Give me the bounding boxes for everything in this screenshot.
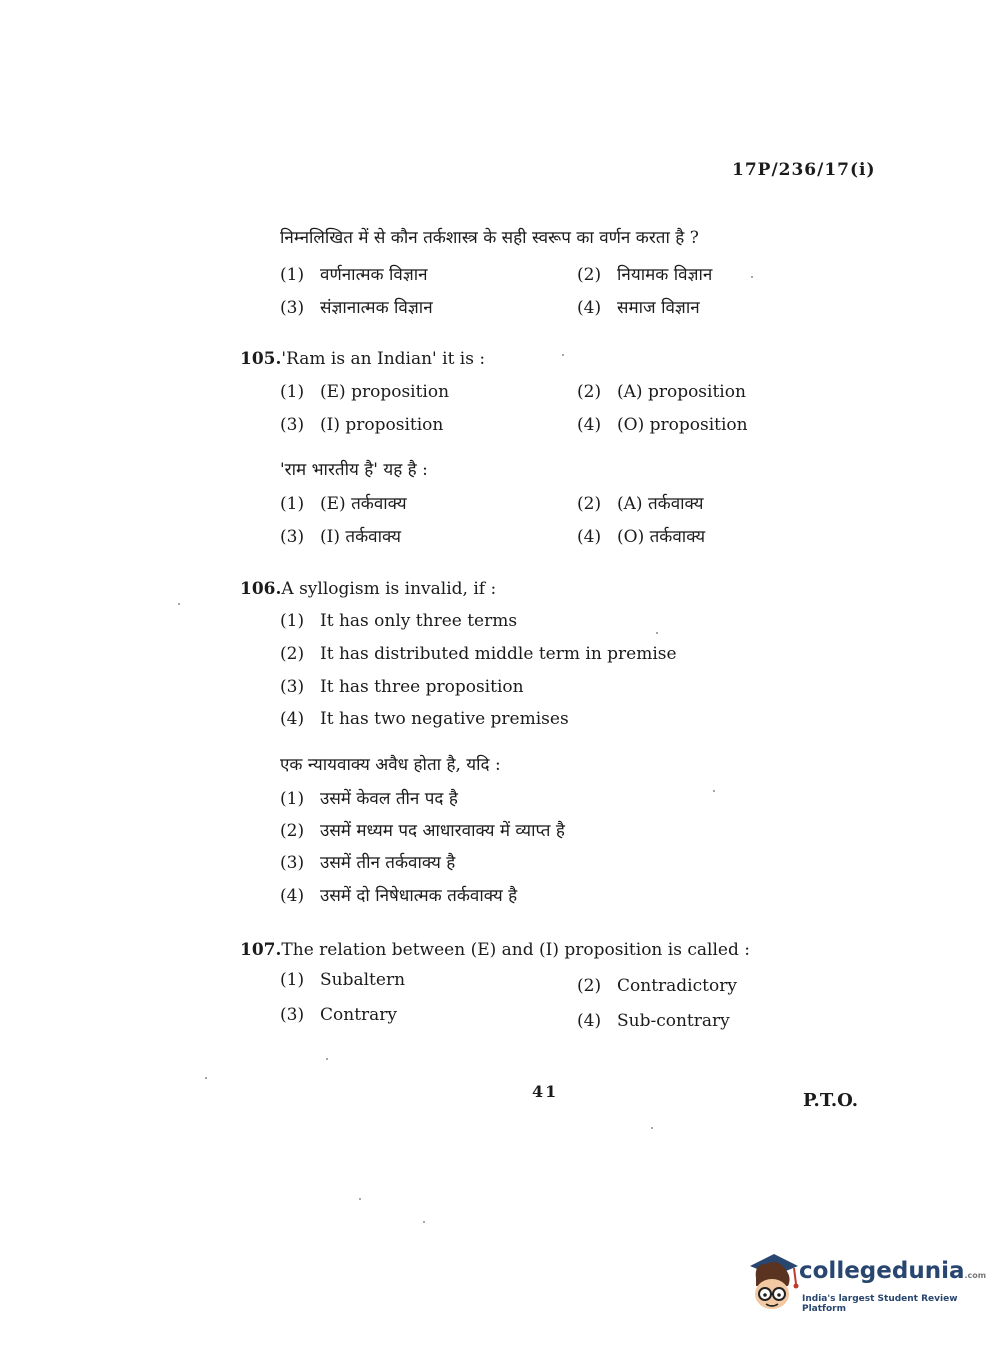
option-number: (3): [280, 415, 305, 435]
scan-speck: [562, 354, 564, 356]
option-number: (3): [280, 298, 305, 318]
option-text: (I) तर्कवाक्य: [320, 527, 401, 547]
option-text: Contradictory: [617, 976, 737, 996]
option-number: (1): [280, 265, 305, 285]
option-number: (3): [280, 527, 305, 547]
option-number: (3): [280, 853, 305, 873]
scan-speck: [423, 1221, 425, 1223]
collegedunia-watermark: [744, 1250, 987, 1320]
option-number: (1): [280, 611, 305, 631]
q105-option-3: [280, 415, 443, 435]
q106-option-3: [280, 677, 524, 697]
option-number: (2): [280, 821, 305, 841]
q104-hindi-option-3: [280, 295, 433, 318]
pto-label: P.T.O.: [803, 1090, 859, 1111]
option-number: (4): [577, 415, 602, 435]
option-number: (3): [280, 1005, 305, 1025]
q106-stem: [240, 579, 496, 599]
scan-speck: [326, 1058, 328, 1060]
option-text: (A) proposition: [617, 382, 746, 402]
q106-hindi-stem: एक न्यायवाक्य अवैध होता है, यदि :: [280, 755, 501, 775]
option-number: (4): [280, 886, 305, 906]
q104-hindi-option-4: [577, 295, 700, 318]
scan-speck: [359, 1198, 361, 1200]
q106-hindi-option-4: [280, 883, 517, 906]
q105-hindi-option-4: [577, 524, 705, 547]
q105-hindi-stem: 'राम भारतीय है' यह है :: [280, 460, 428, 480]
q105-option-4: [577, 415, 748, 435]
option-text: Contrary: [320, 1005, 398, 1025]
q107-option-2: [577, 976, 737, 996]
option-text: समाज विज्ञान: [617, 298, 700, 318]
option-text: It has only three terms: [320, 611, 518, 631]
scan-speck: [178, 603, 180, 605]
question-number: 107.: [240, 940, 282, 960]
option-text: It has two negative premises: [320, 709, 569, 729]
q105-hindi-option-3: [280, 524, 401, 547]
option-number: (2): [577, 976, 602, 996]
option-text: उसमें दो निषेधात्मक तर्कवाक्य है: [320, 886, 518, 906]
option-text: उसमें तीन तर्कवाक्य है: [320, 853, 456, 873]
q106-hindi-option-3: [280, 850, 455, 873]
option-text: (I) proposition: [320, 415, 444, 435]
q106-option-1: [280, 611, 517, 631]
option-text: Sub-contrary: [617, 1011, 730, 1031]
brand-tagline: India's largest Student Review Platform: [802, 1294, 958, 1314]
option-text: संज्ञानात्मक विज्ञान: [320, 298, 433, 318]
option-number: (1): [280, 789, 305, 809]
option-text: (E) तर्कवाक्य: [320, 494, 407, 514]
question-text: A syllogism is invalid, if :: [281, 579, 497, 599]
q107-option-4: [577, 1011, 730, 1031]
q107-stem: [240, 940, 750, 960]
q105-option-2: [577, 382, 746, 402]
option-number: (3): [280, 677, 305, 697]
q107-option-3: [280, 1005, 397, 1025]
mascot-logo-icon: [744, 1250, 802, 1316]
brand-dotcom: .com: [964, 1271, 987, 1280]
option-number: (2): [280, 644, 305, 664]
option-text: (O) तर्कवाक्य: [617, 527, 706, 547]
scan-speck: [651, 1127, 653, 1129]
option-number: (4): [280, 709, 305, 729]
option-number: (4): [577, 527, 602, 547]
option-text: उसमें केवल तीन पद है: [320, 789, 458, 809]
option-number: (1): [280, 970, 305, 990]
question-number: 105.: [240, 349, 282, 369]
scan-speck: [656, 632, 658, 634]
q104-hindi-stem: निम्नलिखित में से कौन तर्कशास्त्र के सही स्वरूप का वर्णन करता है ?: [280, 228, 699, 248]
q106-option-2: [280, 644, 677, 664]
option-text: (E) proposition: [320, 382, 450, 402]
q106-option-4: [280, 709, 569, 729]
q104-hindi-option-1: [280, 262, 428, 285]
q105-hindi-option-2: [577, 491, 704, 514]
q105-hindi-option-1: [280, 491, 407, 514]
option-text: उसमें मध्यम पद आधारवाक्य में व्याप्त है: [320, 821, 565, 841]
scan-speck: [751, 276, 753, 278]
scan-speck: [205, 1077, 207, 1079]
option-number: (2): [577, 382, 602, 402]
question-text: The relation between (E) and (I) proposition is called :: [281, 940, 750, 960]
option-number: (2): [577, 494, 602, 514]
option-number: (2): [577, 265, 602, 285]
option-text: It has distributed middle term in premise: [320, 644, 677, 664]
question-number: 106.: [240, 579, 282, 599]
brand-name: collegedunia: [799, 1258, 965, 1284]
q107-option-1: [280, 970, 405, 990]
option-number: (4): [577, 298, 602, 318]
paper-code: 17P/236/17(i): [732, 160, 876, 180]
q106-hindi-option-1: [280, 786, 458, 809]
q105-stem: [240, 349, 485, 369]
option-text: वर्णनात्मक विज्ञान: [320, 265, 428, 285]
option-text: It has three proposition: [320, 677, 524, 697]
q105-option-1: [280, 382, 449, 402]
q104-hindi-option-2: [577, 262, 712, 285]
option-number: (1): [280, 494, 305, 514]
q106-hindi-option-2: [280, 818, 565, 841]
scan-speck: [713, 790, 715, 792]
option-text: Subaltern: [320, 970, 406, 990]
page-number: 41: [532, 1082, 559, 1101]
option-text: नियामक विज्ञान: [617, 265, 713, 285]
option-text: (O) proposition: [617, 415, 748, 435]
question-text: 'Ram is an Indian' it is :: [281, 349, 486, 369]
option-text: (A) तर्कवाक्य: [617, 494, 704, 514]
option-number: (4): [577, 1011, 602, 1031]
option-number: (1): [280, 382, 305, 402]
